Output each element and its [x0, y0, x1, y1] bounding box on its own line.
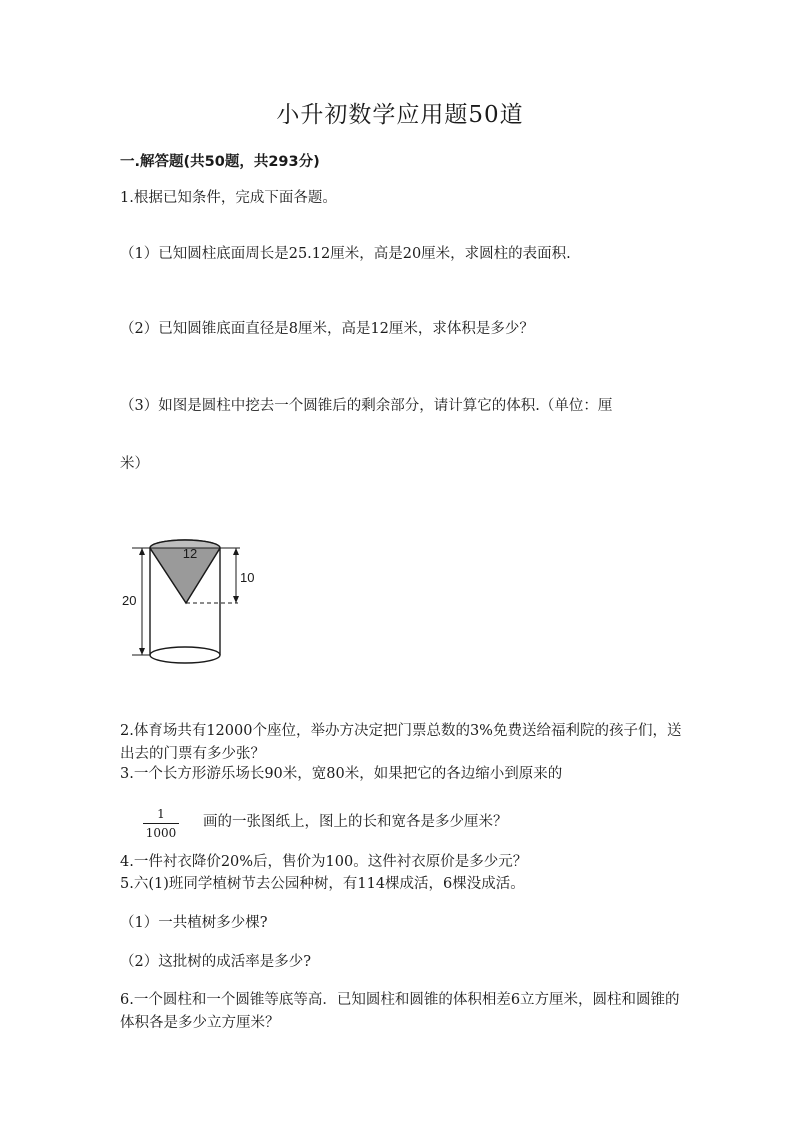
- fraction-denominator: 1000: [145, 826, 177, 840]
- diameter-label: 12: [182, 546, 198, 561]
- question-2: 2.体育场共有12000个座位，举办方决定把门票总数的3%免费送给福利院的孩子们，送出去的门票有多少张？: [120, 723, 682, 762]
- cylinder-cone-figure: [118, 530, 268, 675]
- question-5-part-1: （1）一共植树多少棵?: [120, 915, 268, 931]
- question-1-part-1: （1）已知圆柱底面周长是25.12厘米，高是20厘米，求圆柱的表面积.: [120, 246, 571, 262]
- cone-height-label: 10: [240, 570, 255, 585]
- page-title: 小升初数学应用题50道: [276, 102, 524, 128]
- question-5-part-2: （2）这批树的成活率是多少?: [120, 954, 311, 970]
- question-1-part-2: （2）已知圆锥底面直径是8厘米，高是12厘米，求体积是多少？: [120, 321, 534, 337]
- cylinder-bottom-ellipse: [150, 647, 220, 663]
- question-3-line-1: 3.一个长方形游乐场长90米，宽80米，如果把它的各边缩小到原来的: [120, 766, 563, 782]
- question-6: 6.一个圆柱和一个圆锥等底等高．已知圆柱和圆锥的体积相差6立方厘米，圆柱和圆锥的体积各是多少立方厘米？: [120, 992, 680, 1031]
- question-1-part-3-continuation: 米）: [120, 456, 149, 472]
- section-heading: 一.解答题(共50题，共293分): [120, 154, 320, 170]
- cylinder-height-label: 20: [122, 593, 137, 608]
- fraction-numerator: 1: [143, 806, 179, 824]
- question-3-line-2: 画的一张图纸上，图上的长和宽各是多少厘米？: [203, 814, 508, 830]
- fraction-one-thousandth: [143, 806, 179, 841]
- question-1-stem: 1.根据已知条件，完成下面各题。: [120, 190, 337, 206]
- question-4: 4.一件衬衣降价20%后，售价为100。这件衬衣原价是多少元？: [120, 854, 528, 870]
- question-1-part-3: （3）如图是圆柱中挖去一个圆锥后的剩余部分，请计算它的体积.（单位：厘: [120, 398, 613, 414]
- question-5-stem: 5.六(1)班同学植树节去公园种树，有114棵成活，6棵没成活。: [120, 876, 525, 892]
